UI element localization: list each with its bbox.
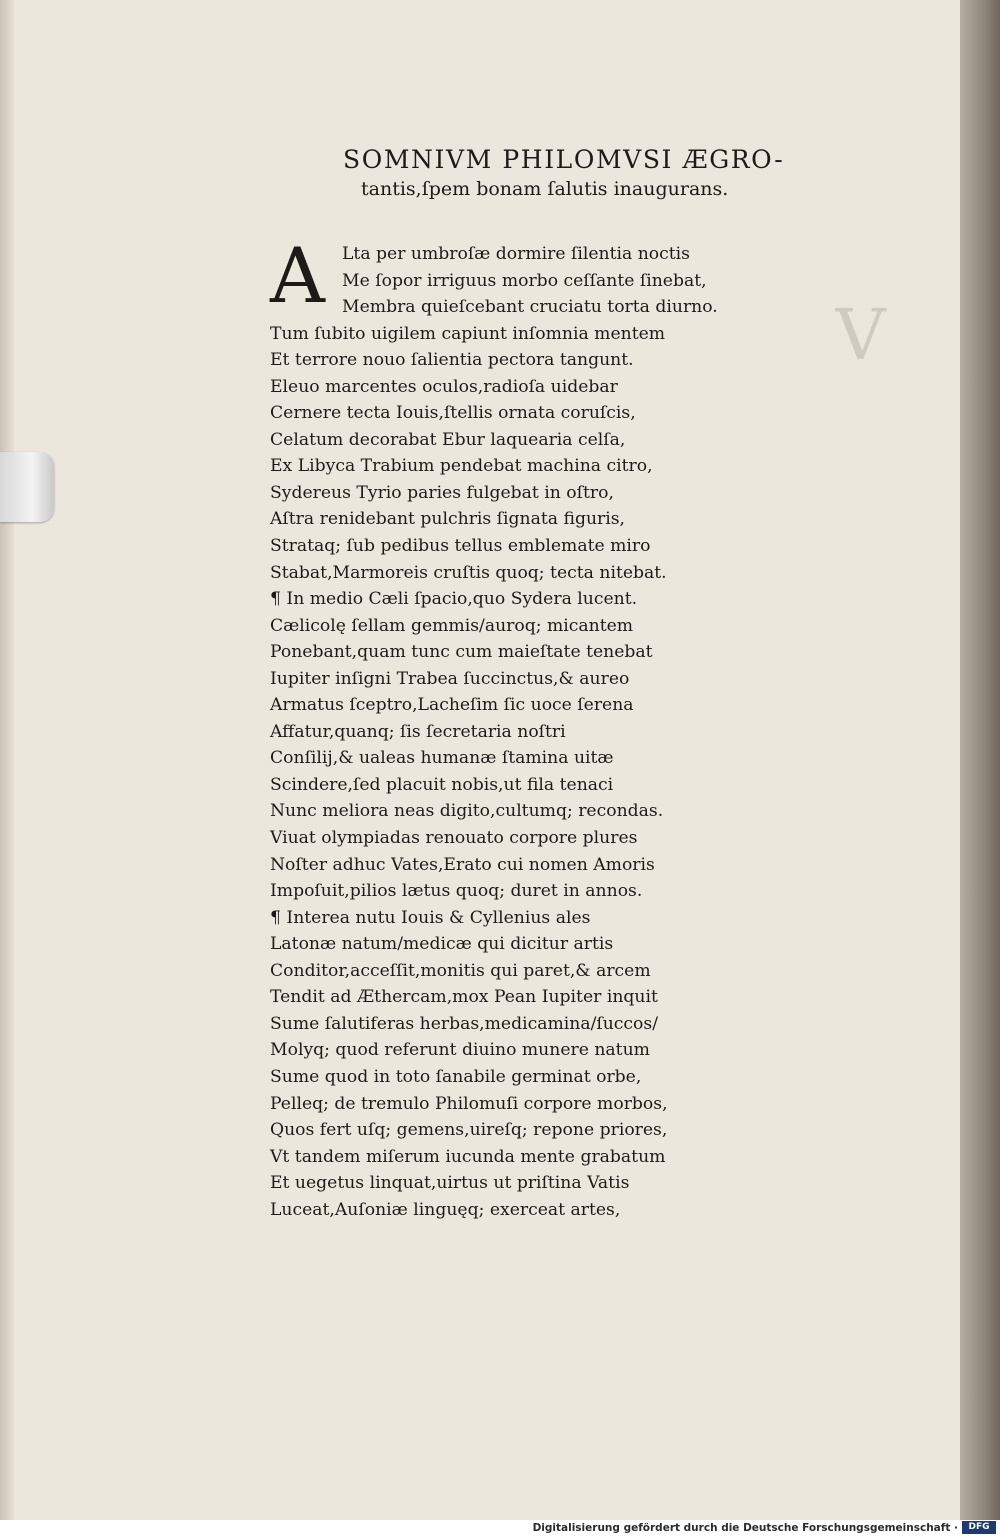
footer-credit: Digitalisierung gefördert durch die Deutsche Forschungsgemeinschaft · bbox=[532, 1522, 958, 1534]
poem-line: Eleuo marcentes oculos,radioſa uidebar bbox=[270, 376, 618, 397]
poem-line: Me ſopor irriguus morbo ceſſante ſinebat, bbox=[342, 270, 707, 291]
poem-line: Noſter adhuc Vates,Erato cui nomen Amoris bbox=[270, 854, 655, 875]
poem-line: Sydereus Tyrio paries fulgebat in oſtro, bbox=[270, 482, 614, 503]
poem-line: Iupiter inſigni Trabea ſuccinctus,& aureo bbox=[270, 668, 630, 689]
poem-line: Conditor,acceſſit,monitis qui paret,& arcem bbox=[270, 960, 651, 981]
poem-line: Et terrore nouo ſalientia pectora tangunt. bbox=[270, 350, 634, 371]
heading-line-1: SOMNIVM PHILOMVSI ÆGRO- bbox=[343, 145, 785, 174]
poem-body bbox=[270, 231, 740, 1223]
poem-line: Affatur,quanq; ſis ſecretaria noſtri bbox=[270, 721, 566, 742]
bookmark-tab bbox=[0, 452, 54, 522]
poem-line: Tum ſubito uigilem capiunt inſomnia mentem bbox=[270, 323, 666, 344]
poem-line: Celatum decorabat Ebur laquearia celſa, bbox=[270, 429, 626, 450]
heading-line-2: tantis,ſpem bonam ſalutis inaugurans. bbox=[361, 178, 729, 200]
dfg-logo-icon: DFG bbox=[962, 1521, 996, 1534]
poem-line: Luceat,Auſoniæ linguęq; exerceat artes, bbox=[270, 1199, 621, 1220]
footer-bar bbox=[0, 1520, 1000, 1536]
poem-line: Strataq; ſub pedibus tellus emblemate miro bbox=[270, 536, 651, 557]
poem-line: Latonæ natum/medicæ qui dicitur artis bbox=[270, 934, 614, 955]
poem-line: Viuat olympiadas renouato corpore plures bbox=[270, 828, 638, 849]
poem-line: ¶ In medio Cæli ſpacio,quo Sydera lucent. bbox=[270, 589, 638, 610]
poem-line: Nunc meliora neas digito,cultumq; recondas. bbox=[270, 801, 664, 822]
poem-line: Impoſuit,pilios lætus quoq; duret in annos. bbox=[270, 881, 643, 902]
poem-line: Lta per umbroſæ dormire ſilentia noctis bbox=[342, 244, 690, 264]
poem-line: Stabat,Marmoreis cruſtis quoq; tecta nitebat. bbox=[270, 562, 667, 583]
page-edge bbox=[0, 0, 14, 1520]
facing-page-edge bbox=[960, 0, 1000, 1520]
poem-line: Et uegetus linquat,uirtus ut priſtina Vatis bbox=[270, 1173, 630, 1194]
poem-heading bbox=[343, 145, 785, 203]
poem-line: Scindere,ſed placuit nobis,ut fila tenaci bbox=[270, 774, 614, 795]
poem-line: Sume ſalutiferas herbas,medicamina/ſuccos/ bbox=[270, 1013, 659, 1034]
poem-line: Cælicolę ſellam gemmis/auroq; micantem bbox=[270, 615, 634, 636]
poem-line: Vt tandem miſerum iucunda mente grabatum bbox=[270, 1146, 666, 1167]
poem-line: Molyq; quod referunt diuino munere natum bbox=[270, 1040, 650, 1061]
poem-line: Sume quod in toto ſanabile germinat orbe, bbox=[270, 1066, 642, 1087]
poem-line: Membra quieſcebant cruciatu torta diurno. bbox=[342, 297, 718, 318]
poem-line: Pelleq; de tremulo Philomuſi corpore morbos, bbox=[270, 1093, 668, 1114]
poem-line: Armatus ſceptro,Lacheſim ſic uoce ſerena bbox=[270, 695, 634, 716]
poem-line: Conſilij,& ualeas humanæ ſtamina uitæ bbox=[270, 748, 614, 769]
poem-line: Ponebant,quam tunc cum maieſtate tenebat bbox=[270, 642, 653, 663]
poem-line: Aſtra renidebant pulchris ſignata figuris, bbox=[270, 509, 626, 530]
poem-line: Tendit ad Æthercam,mox Pean Iupiter inquit bbox=[270, 987, 658, 1008]
show-through-text: V bbox=[835, 300, 886, 376]
poem-line: Cernere tecta Iouis,ſtellis ornata coruſcis, bbox=[270, 403, 636, 424]
poem-line: Ex Libyca Trabium pendebat machina citro, bbox=[270, 456, 653, 477]
poem-line: ¶ Interea nutu Iouis & Cyllenius ales bbox=[270, 907, 591, 928]
poem-line: Quos fert uſq; gemens,uireſq; repone priores, bbox=[270, 1120, 668, 1141]
drop-capital: A bbox=[270, 231, 325, 320]
